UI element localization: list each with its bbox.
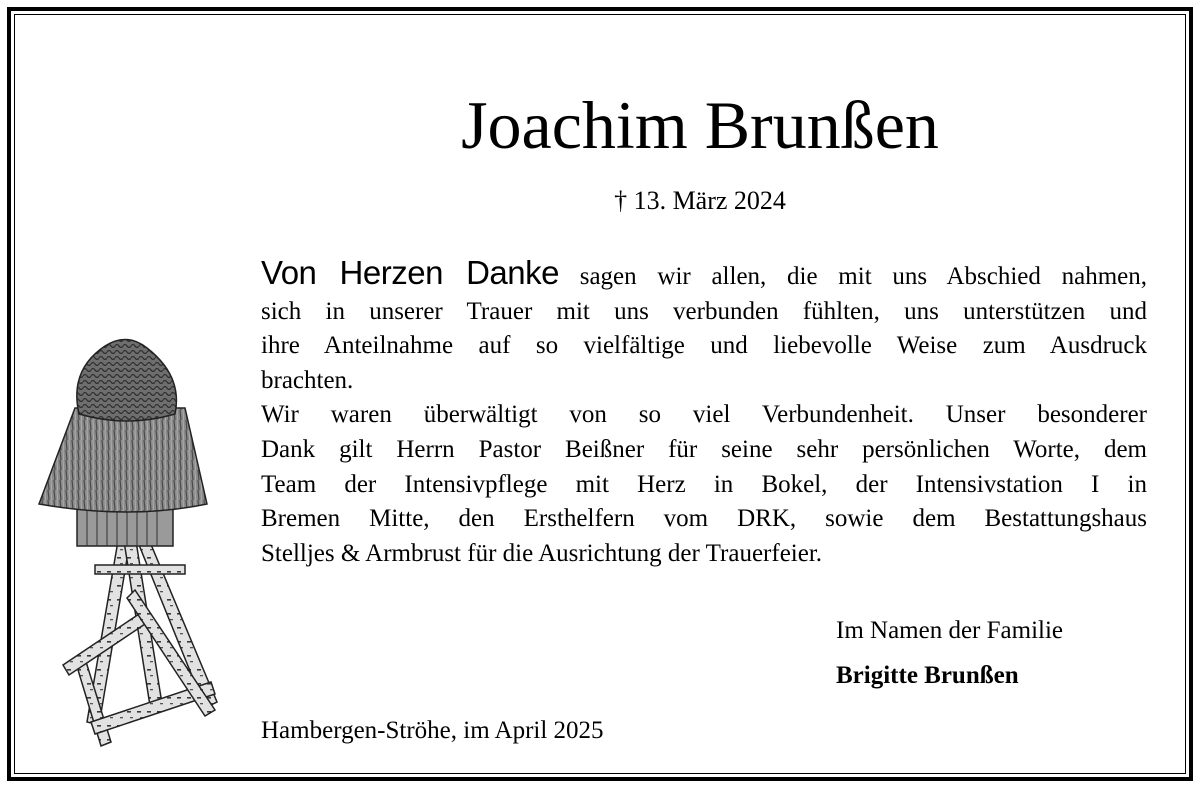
deceased-name: Joachim Brunßen (461, 87, 939, 163)
line-1: Von Herzen Danke sagen wir allen, die mit uns Abschied nahmen, (261, 254, 1148, 291)
paragraph-1 (261, 254, 1148, 398)
line-8: Bremen Mitte, den Ersthelfern vom DRK, sowie dem Bestattungshaus (261, 505, 1147, 533)
line-3: ihre Anteilnahme auf so vielfältige und liebevolle Weise zum Ausdruck (261, 332, 1147, 360)
thatched-birdhouse-icon (35, 330, 225, 750)
line-7: Team der Intensivpflege mit Herz in Bokel, der Intensivstation I in (261, 470, 1147, 498)
line-2: sich in unserer Trauer mit uns verbunden fühlten, uns unterstützen und (261, 297, 1147, 325)
line-9: Stelljes & Armbrust für die Ausrichtung der Trauerfeier. (261, 539, 823, 567)
family-line: Im Namen der Familie (836, 617, 1064, 644)
line-5: Wir waren überwältigt von so viel Verbundenheit. Unser besonderer (261, 401, 1147, 429)
line-6: Dank gilt Herrn Pastor Beißner für seine sehr persönlichen Worte, dem (261, 435, 1147, 463)
line-4: brachten. (261, 366, 354, 394)
place-and-date: Hambergen-Ströhe, im April 2025 (261, 717, 604, 744)
paragraph-2 (261, 398, 1147, 571)
death-date: † 13. März 2024 (614, 186, 786, 215)
signer-name: Brigitte Brunßen (836, 662, 1019, 689)
thank-you-text (261, 254, 1148, 571)
lead-phrase: Von Herzen Danke (261, 254, 559, 291)
